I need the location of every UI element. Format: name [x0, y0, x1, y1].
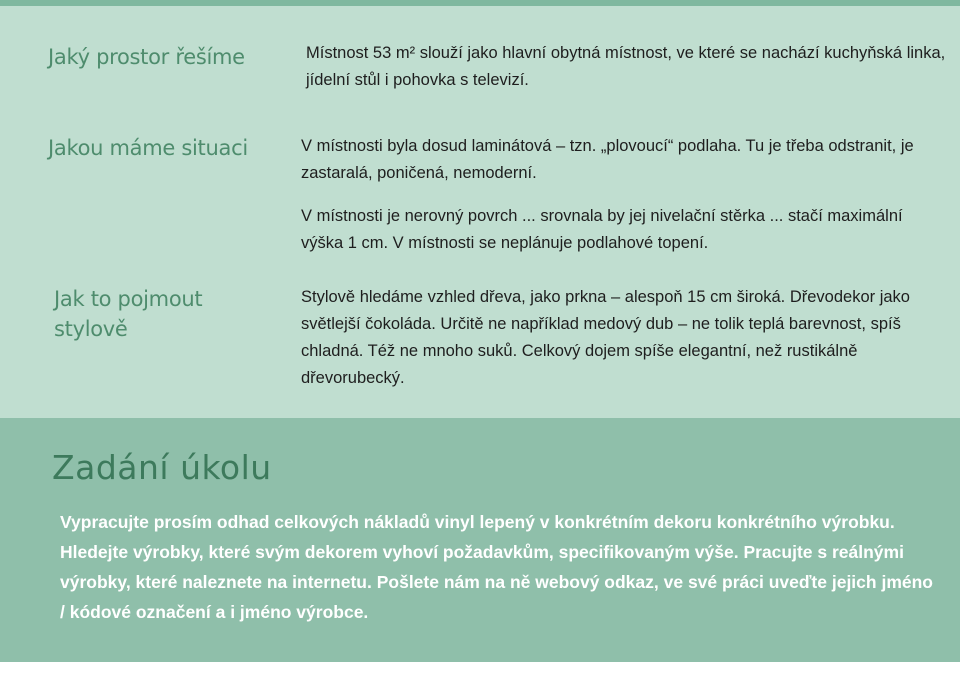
section-text-situation-2: V místnosti je nerovný povrch ... srovnala by jej nivelační stěrka ... stačí maximální výška 1 cm. V místnosti se neplánuje podlahové topení.: [301, 207, 903, 252]
section-heading-situation: Jakou máme situaci: [48, 136, 248, 160]
section-text-space: Místnost 53 m² slouží jako hlavní obytná místnost, ve které se nachází kuchyňská linka, jídelní stůl i pohovka s televizí.: [306, 44, 946, 89]
bottom-margin: [0, 662, 960, 675]
section-text-style: Stylově hledáme vzhled dřeva, jako prkna – alespoň 15 cm široká. Dřevodekor jako světlejší čokoláda. Určitě ne například medový dub – ne tolik teplá barevnost, spíš chladná. Též ne mnoho suků. Celkový dojem spíše elegantní, než rustikálně dřevorubecký.: [301, 288, 910, 387]
section-text-situation-1: V místnosti byla dosud laminátová – tzn. „plovoucí“ podlaha. Tu je třeba odstranit, je zastaralá, poničená, nemoderní.: [301, 137, 914, 182]
task-title: Zadání úkolu: [52, 448, 272, 487]
task-description: Vypracujte prosím odhad celkových nákladů vinyl lepený v konkrétním dekoru konkrétního výrobku. Hledejte výrobky, které svým dekorem vyhoví požadavkům, specifikovaným výše. Pracujte s reálnými výrobky, které naleznete na internetu. Pošlete nám na ně webový odkaz, ve své práci uveďte jejich jméno / kódové označení a i jméno výrobce.: [60, 512, 933, 622]
section-heading-style: Jak to pojmout stylově: [54, 287, 203, 341]
section-heading-space: Jaký prostor řešíme: [48, 45, 245, 69]
